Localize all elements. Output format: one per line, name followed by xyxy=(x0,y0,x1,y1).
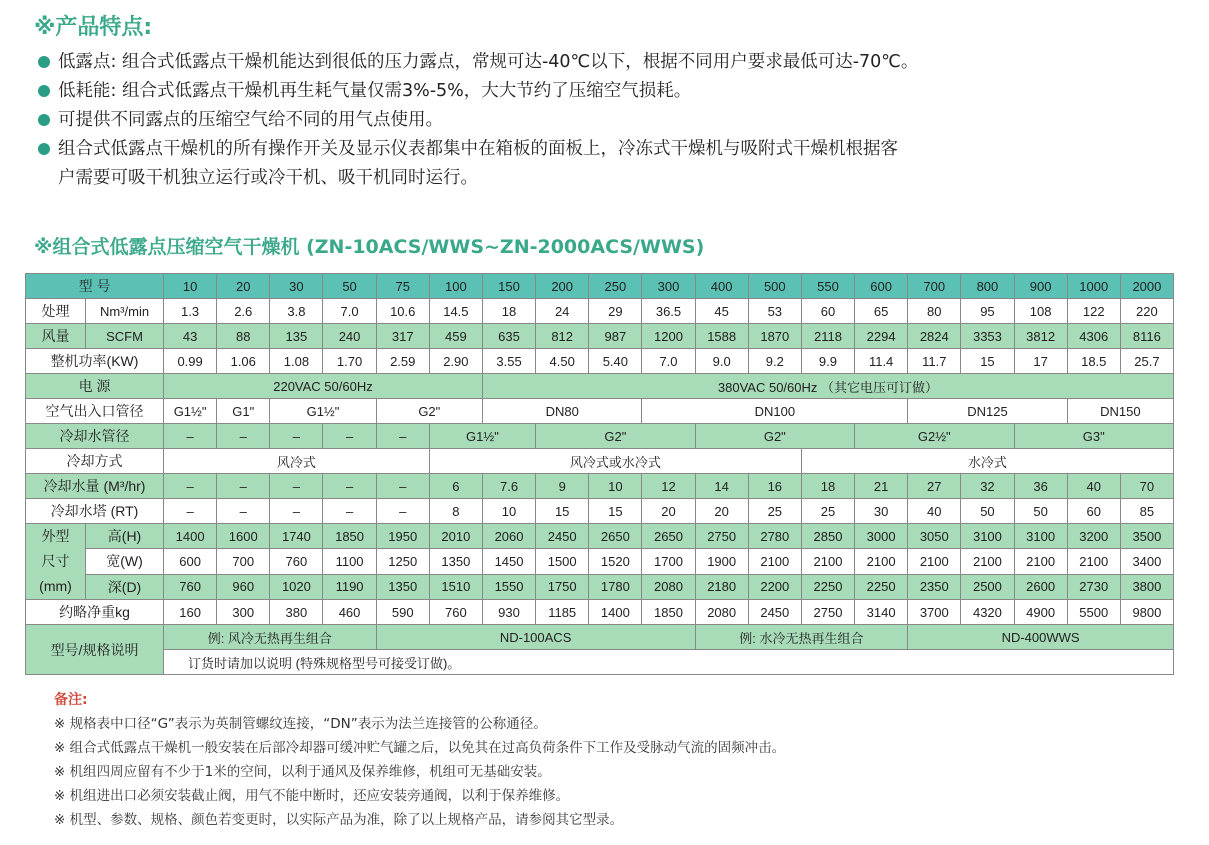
value-cell: – xyxy=(270,474,323,499)
feature-item-continued xyxy=(38,164,1198,193)
spec-example: 例: 风冷无热再生组合 xyxy=(164,625,377,650)
value-cell: 317 xyxy=(376,324,429,349)
value-cell: 88 xyxy=(217,324,270,349)
value-cell: 1750 xyxy=(536,574,589,599)
value-cell: 3.55 xyxy=(482,349,535,374)
flow-label: 风量 xyxy=(26,324,86,349)
value-cell: 5.40 xyxy=(589,349,642,374)
dimension-label-line: (mm) xyxy=(39,578,72,594)
value-cell: 2100 xyxy=(1014,549,1067,574)
value-cell: 3353 xyxy=(961,324,1014,349)
value-cell: 11.4 xyxy=(855,349,908,374)
value-cell: 3000 xyxy=(855,524,908,549)
value-cell: 760 xyxy=(164,574,217,599)
cooling-cell: 风冷式 xyxy=(164,449,430,474)
model-cell: 500 xyxy=(748,274,801,299)
value-cell: 930 xyxy=(482,600,535,625)
features-title: ※产品特点: xyxy=(34,15,153,40)
value-cell: – xyxy=(217,499,270,524)
feature-text: 组合式低露点干燥机的所有操作开关及显示仪表都集中在箱板的面板上，冷冻式干燥机与吸附式干燥机根据客 xyxy=(58,139,898,159)
model-cell: 10 xyxy=(164,274,217,299)
value-cell: 10 xyxy=(482,499,535,524)
value-cell: 987 xyxy=(589,324,642,349)
water-pipe-cell: G2" xyxy=(536,424,695,449)
value-cell: – xyxy=(164,499,217,524)
value-cell: 240 xyxy=(323,324,376,349)
value-cell: 30 xyxy=(855,499,908,524)
value-cell: 122 xyxy=(1067,299,1120,324)
value-cell: 1500 xyxy=(536,549,589,574)
spec-table xyxy=(25,273,1174,675)
pipe-cell: DN125 xyxy=(908,399,1067,424)
value-cell: 160 xyxy=(164,600,217,625)
value-cell: 18.5 xyxy=(1067,349,1120,374)
value-cell: 1185 xyxy=(536,600,589,625)
value-cell: 1.3 xyxy=(164,299,217,324)
spec-label: 型号/规格说明 xyxy=(26,625,164,675)
value-cell: 1.06 xyxy=(217,349,270,374)
value-cell: – xyxy=(164,474,217,499)
value-cell: 20 xyxy=(642,499,695,524)
value-cell: 11.7 xyxy=(908,349,961,374)
value-cell: 135 xyxy=(270,324,323,349)
value-cell: 7.6 xyxy=(482,474,535,499)
depth-label: 深(D) xyxy=(86,574,164,599)
value-cell: 1700 xyxy=(642,549,695,574)
value-cell: 43 xyxy=(164,324,217,349)
dimension-label-line: 外型 xyxy=(41,528,70,544)
value-cell: 9.2 xyxy=(748,349,801,374)
value-cell: 3100 xyxy=(961,524,1014,549)
value-cell: 0.99 xyxy=(164,349,217,374)
value-cell: 25 xyxy=(748,499,801,524)
value-cell: 7.0 xyxy=(642,349,695,374)
value-cell: 1400 xyxy=(589,600,642,625)
value-cell: 2824 xyxy=(908,324,961,349)
value-cell: 21 xyxy=(855,474,908,499)
value-cell: 2750 xyxy=(695,524,748,549)
model-cell: 900 xyxy=(1014,274,1067,299)
value-cell: 2.90 xyxy=(429,349,482,374)
feature-item xyxy=(38,48,1198,77)
water-pipe-cell: G3" xyxy=(1014,424,1173,449)
bullet-dot-icon xyxy=(38,56,50,68)
value-cell: – xyxy=(323,499,376,524)
value-cell: 8 xyxy=(429,499,482,524)
water-pipe-cell: – xyxy=(376,424,429,449)
notes-title: 备注: xyxy=(54,692,88,708)
water-pipe-cell: G2½" xyxy=(855,424,1014,449)
value-cell: 1588 xyxy=(695,324,748,349)
flow-scfm-row xyxy=(26,324,1174,349)
value-cell: 2010 xyxy=(429,524,482,549)
pipe-cell: G1½" xyxy=(270,399,376,424)
water-pipe-cell: – xyxy=(217,424,270,449)
model-cell: 100 xyxy=(429,274,482,299)
value-cell: 2.59 xyxy=(376,349,429,374)
value-cell: – xyxy=(376,499,429,524)
value-cell: 2780 xyxy=(748,524,801,549)
value-cell: 960 xyxy=(217,574,270,599)
spec-example: 例: 水冷无热再生组合 xyxy=(695,625,908,650)
value-cell: 9.0 xyxy=(695,349,748,374)
value-cell: 380 xyxy=(270,600,323,625)
supply-cell: 220VAC 50/60Hz xyxy=(164,374,483,399)
width-row xyxy=(26,549,1174,574)
spec-note-row xyxy=(26,650,1174,675)
value-cell: 40 xyxy=(1067,474,1120,499)
bullet-dot-icon xyxy=(38,143,50,155)
value-cell: 760 xyxy=(429,600,482,625)
pipe-cell: G1½" xyxy=(164,399,217,424)
value-cell: 1850 xyxy=(323,524,376,549)
flow-unit: Nm³/min xyxy=(86,299,164,324)
value-cell: 10 xyxy=(589,474,642,499)
value-cell: 80 xyxy=(908,299,961,324)
value-cell: – xyxy=(376,474,429,499)
value-cell: 2250 xyxy=(801,574,854,599)
tower-label: 冷却水塔 (RT) xyxy=(26,499,164,524)
pipe-cell: DN80 xyxy=(482,399,641,424)
value-cell: 14.5 xyxy=(429,299,482,324)
model-cell: 200 xyxy=(536,274,589,299)
value-cell: 4306 xyxy=(1067,324,1120,349)
value-cell: 17 xyxy=(1014,349,1067,374)
value-cell: 40 xyxy=(908,499,961,524)
model-cell: 30 xyxy=(270,274,323,299)
pipe-label: 空气出入口管径 xyxy=(26,399,164,424)
water-pipe-cell: G1½" xyxy=(429,424,535,449)
value-cell: 3812 xyxy=(1014,324,1067,349)
spec-example-row xyxy=(26,625,1174,650)
model-label: 型 号 xyxy=(26,274,164,299)
cooling-row xyxy=(26,449,1174,474)
value-cell: 50 xyxy=(961,499,1014,524)
value-cell: 700 xyxy=(217,549,270,574)
value-cell: 2600 xyxy=(1014,574,1067,599)
value-cell: 32 xyxy=(961,474,1014,499)
width-label: 宽(W) xyxy=(86,549,164,574)
note-item: ※ 规格表中口径“G”表示为英制管螺纹连接，“DN”表示为法兰连接管的公称通径。 xyxy=(54,716,547,732)
value-cell: 812 xyxy=(536,324,589,349)
value-cell: 45 xyxy=(695,299,748,324)
pipe-row xyxy=(26,399,1174,424)
value-cell: 459 xyxy=(429,324,482,349)
value-cell: 1200 xyxy=(642,324,695,349)
value-cell: 9.9 xyxy=(801,349,854,374)
model-cell: 600 xyxy=(855,274,908,299)
note-item: ※ 机组四周应留有不少于1米的空间，以利于通风及保养维修，机组可无基础安装。 xyxy=(54,764,551,780)
depth-row xyxy=(26,574,1174,599)
value-cell: 15 xyxy=(536,499,589,524)
value-cell: 2100 xyxy=(961,549,1014,574)
value-cell: 2650 xyxy=(642,524,695,549)
model-cell: 550 xyxy=(801,274,854,299)
value-cell: 15 xyxy=(961,349,1014,374)
value-cell: 108 xyxy=(1014,299,1067,324)
value-cell: 460 xyxy=(323,600,376,625)
model-cell: 50 xyxy=(323,274,376,299)
model-cell: 800 xyxy=(961,274,1014,299)
cooling-label: 冷却方式 xyxy=(26,449,164,474)
feature-text: 低露点: 组合式低露点干燥机能达到很低的压力露点，常规可达-40℃以下，根据不同用户要求最低可达-70℃。 xyxy=(58,52,919,72)
value-cell: 2118 xyxy=(801,324,854,349)
note-item: ※ 组合式低露点干燥机一般安装在后部冷却器可缓冲贮气罐之后，以免其在过高负荷条件下工作及受脉动气流的固频冲击。 xyxy=(54,740,786,756)
value-cell: 25 xyxy=(801,499,854,524)
value-cell: 2350 xyxy=(908,574,961,599)
note-item: ※ 机组进出口必须安装截止阀，用气不能中断时，还应安装旁通阀，以利于保养维修。 xyxy=(54,788,570,804)
power-row xyxy=(26,349,1174,374)
model-cell: 150 xyxy=(482,274,535,299)
value-cell: 3500 xyxy=(1120,524,1173,549)
value-cell: 1400 xyxy=(164,524,217,549)
value-cell: 2100 xyxy=(908,549,961,574)
value-cell: 27 xyxy=(908,474,961,499)
spec-code: ND-400WWS xyxy=(908,625,1174,650)
value-cell: 53 xyxy=(748,299,801,324)
value-cell: 1740 xyxy=(270,524,323,549)
weight-label: 约略净重kg xyxy=(26,600,164,625)
model-cell: 20 xyxy=(217,274,270,299)
value-cell: 29 xyxy=(589,299,642,324)
height-row xyxy=(26,524,1174,549)
value-cell: 15 xyxy=(589,499,642,524)
value-cell: 16 xyxy=(748,474,801,499)
value-cell: 2450 xyxy=(748,600,801,625)
value-cell: 14 xyxy=(695,474,748,499)
pipe-cell: G2" xyxy=(376,399,482,424)
water-flow-row xyxy=(26,474,1174,499)
water-pipe-label: 冷却水管径 xyxy=(26,424,164,449)
pipe-cell: DN150 xyxy=(1067,399,1173,424)
value-cell: 20 xyxy=(695,499,748,524)
value-cell: 24 xyxy=(536,299,589,324)
value-cell: 1850 xyxy=(642,600,695,625)
value-cell: 9 xyxy=(536,474,589,499)
value-cell: 5500 xyxy=(1067,600,1120,625)
value-cell: – xyxy=(270,499,323,524)
value-cell: 1900 xyxy=(695,549,748,574)
value-cell: 2850 xyxy=(801,524,854,549)
value-cell: 3100 xyxy=(1014,524,1067,549)
flow-unit: SCFM xyxy=(86,324,164,349)
water-flow-label: 冷却水量 (M³/hr) xyxy=(26,474,164,499)
value-cell: 3200 xyxy=(1067,524,1120,549)
value-cell: 2250 xyxy=(855,574,908,599)
value-cell: – xyxy=(217,474,270,499)
value-cell: 3.8 xyxy=(270,299,323,324)
value-cell: 1190 xyxy=(323,574,376,599)
model-cell: 400 xyxy=(695,274,748,299)
feature-item xyxy=(38,106,1198,135)
value-cell: 85 xyxy=(1120,499,1173,524)
model-cell: 700 xyxy=(908,274,961,299)
value-cell: 1520 xyxy=(589,549,642,574)
value-cell: 3050 xyxy=(908,524,961,549)
model-cell: 300 xyxy=(642,274,695,299)
cooling-cell: 水冷式 xyxy=(801,449,1173,474)
value-cell: 1510 xyxy=(429,574,482,599)
value-cell: 18 xyxy=(482,299,535,324)
value-cell: 2080 xyxy=(695,600,748,625)
value-cell: 95 xyxy=(961,299,1014,324)
value-cell: 6 xyxy=(429,474,482,499)
value-cell: 4900 xyxy=(1014,600,1067,625)
cooling-cell: 风冷式或水冷式 xyxy=(429,449,801,474)
value-cell: 2500 xyxy=(961,574,1014,599)
value-cell: 25.7 xyxy=(1120,349,1173,374)
model-cell: 250 xyxy=(589,274,642,299)
value-cell: – xyxy=(323,474,376,499)
model-series-title: ※组合式低露点压缩空气干燥机 (ZN-10ACS/WWS~ZN-2000ACS/WWS) xyxy=(34,236,705,258)
value-cell: 1550 xyxy=(482,574,535,599)
value-cell: 50 xyxy=(1014,499,1067,524)
value-cell: 2.6 xyxy=(217,299,270,324)
flow-nm3-row xyxy=(26,299,1174,324)
value-cell: 1100 xyxy=(323,549,376,574)
model-cell: 75 xyxy=(376,274,429,299)
dimension-label-line: 尺寸 xyxy=(41,553,70,569)
notes-section xyxy=(54,688,785,832)
value-cell: 2100 xyxy=(748,549,801,574)
value-cell: 2200 xyxy=(748,574,801,599)
model-row xyxy=(26,274,1174,299)
model-cell: 2000 xyxy=(1120,274,1173,299)
value-cell: 2750 xyxy=(801,600,854,625)
value-cell: 2060 xyxy=(482,524,535,549)
value-cell: 65 xyxy=(855,299,908,324)
value-cell: 36.5 xyxy=(642,299,695,324)
pipe-cell: DN100 xyxy=(642,399,908,424)
pipe-cell: G1" xyxy=(217,399,270,424)
value-cell: 1450 xyxy=(482,549,535,574)
weight-row xyxy=(26,600,1174,625)
value-cell: 3140 xyxy=(855,600,908,625)
value-cell: 7.0 xyxy=(323,299,376,324)
value-cell: 8116 xyxy=(1120,324,1173,349)
bullet-dot-icon xyxy=(38,85,50,97)
feature-item xyxy=(38,135,1198,164)
tower-row xyxy=(26,499,1174,524)
water-pipe-cell: G2" xyxy=(695,424,854,449)
value-cell: 220 xyxy=(1120,299,1173,324)
value-cell: 590 xyxy=(376,600,429,625)
feature-text: 低耗能: 组合式低露点干燥机再生耗气量仅需3%-5%，大大节约了压缩空气损耗。 xyxy=(58,81,692,101)
value-cell: 2450 xyxy=(536,524,589,549)
value-cell: 1350 xyxy=(429,549,482,574)
model-cell: 1000 xyxy=(1067,274,1120,299)
value-cell: 1250 xyxy=(376,549,429,574)
value-cell: 3700 xyxy=(908,600,961,625)
value-cell: 3400 xyxy=(1120,549,1173,574)
feature-text: 户需要可吸干机独立运行或冷干机、吸干机同时运行。 xyxy=(58,168,478,188)
value-cell: 12 xyxy=(642,474,695,499)
value-cell: 3800 xyxy=(1120,574,1173,599)
spec-note: 订货时请加以说明 (特殊规格型号可接受订做)。 xyxy=(164,650,1174,675)
value-cell: 36 xyxy=(1014,474,1067,499)
value-cell: 600 xyxy=(164,549,217,574)
value-cell: 2730 xyxy=(1067,574,1120,599)
flow-label: 处理 xyxy=(26,299,86,324)
value-cell: 10.6 xyxy=(376,299,429,324)
value-cell: 9800 xyxy=(1120,600,1173,625)
height-label: 高(H) xyxy=(86,524,164,549)
value-cell: 2294 xyxy=(855,324,908,349)
note-item: ※ 机型、参数、规格、颜色若变更时，以实际产品为准，除了以上规格产品，请参阅其它型录。 xyxy=(54,812,624,828)
supply-label: 电 源 xyxy=(26,374,164,399)
value-cell: 60 xyxy=(801,299,854,324)
value-cell: 1600 xyxy=(217,524,270,549)
value-cell: 1350 xyxy=(376,574,429,599)
value-cell: 2100 xyxy=(801,549,854,574)
value-cell: 18 xyxy=(801,474,854,499)
value-cell: 2100 xyxy=(1067,549,1120,574)
supply-cell: 380VAC 50/60Hz （其它电压可订做） xyxy=(482,374,1173,399)
water-pipe-cell: – xyxy=(270,424,323,449)
value-cell: 2650 xyxy=(589,524,642,549)
power-label: 整机功率(KW) xyxy=(26,349,164,374)
value-cell: 70 xyxy=(1120,474,1173,499)
value-cell: 60 xyxy=(1067,499,1120,524)
value-cell: 1780 xyxy=(589,574,642,599)
water-pipe-cell: – xyxy=(164,424,217,449)
spec-code: ND-100ACS xyxy=(376,625,695,650)
feature-list xyxy=(38,48,1198,193)
water-pipe-cell: – xyxy=(323,424,376,449)
supply-row xyxy=(26,374,1174,399)
value-cell: 1870 xyxy=(748,324,801,349)
feature-item xyxy=(38,77,1198,106)
dimension-label xyxy=(26,524,86,600)
feature-text: 可提供不同露点的压缩空气给不同的用气点使用。 xyxy=(58,110,443,130)
value-cell: 1950 xyxy=(376,524,429,549)
value-cell: 1.08 xyxy=(270,349,323,374)
value-cell: 2100 xyxy=(855,549,908,574)
value-cell: 635 xyxy=(482,324,535,349)
value-cell: 1020 xyxy=(270,574,323,599)
value-cell: 1.70 xyxy=(323,349,376,374)
water-pipe-row xyxy=(26,424,1174,449)
value-cell: 760 xyxy=(270,549,323,574)
value-cell: 4320 xyxy=(961,600,1014,625)
value-cell: 2080 xyxy=(642,574,695,599)
value-cell: 2180 xyxy=(695,574,748,599)
value-cell: 4.50 xyxy=(536,349,589,374)
bullet-dot-icon xyxy=(38,114,50,126)
value-cell: 300 xyxy=(217,600,270,625)
